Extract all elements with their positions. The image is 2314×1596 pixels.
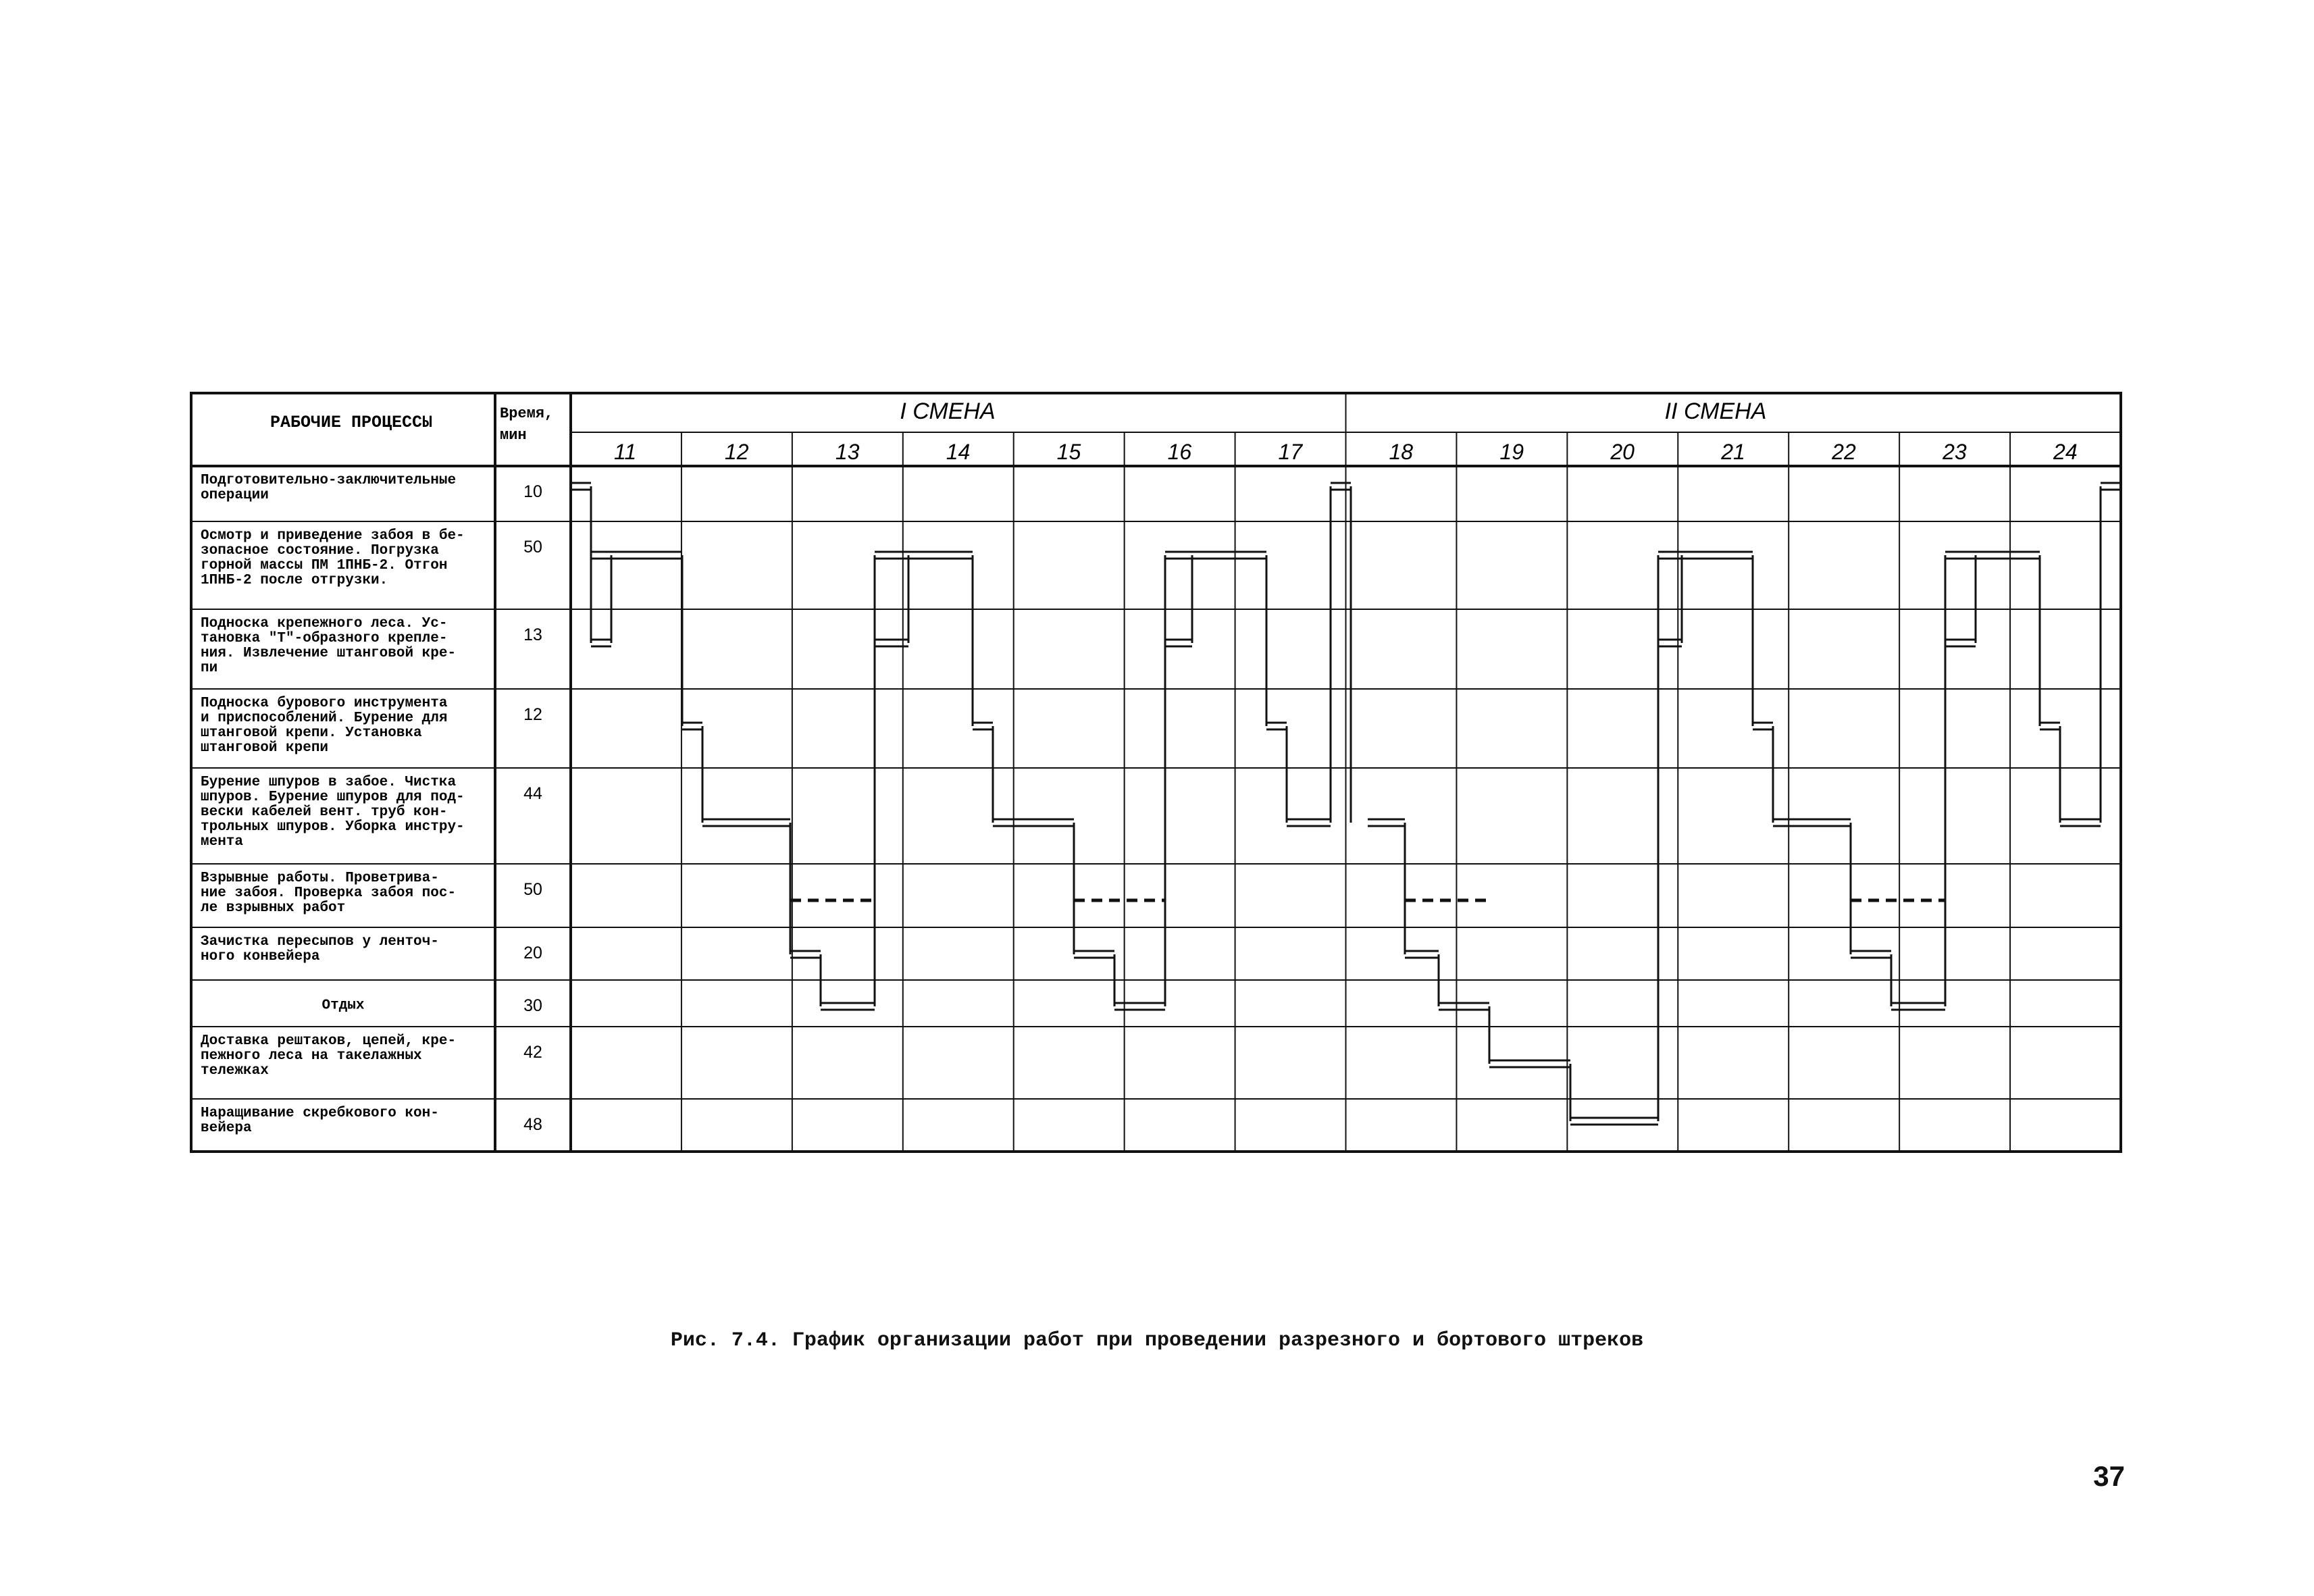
process-label: вейера: [201, 1121, 252, 1136]
hour-label: 15: [1056, 440, 1081, 464]
process-label: вески кабелей вент. труб кон-: [201, 804, 448, 820]
process-label: горной массы ПМ 1ПНБ-2. Отгон: [201, 558, 448, 573]
hour-label: 16: [1167, 440, 1192, 464]
process-labels: [201, 473, 542, 1136]
process-label: Взрывные работы. Проветрива-: [201, 871, 439, 886]
process-time: 48: [523, 1115, 542, 1134]
process-label: пи: [201, 661, 218, 676]
process-label: Подготовительно-заключительные: [201, 473, 457, 488]
page-number: 37: [2093, 1460, 2125, 1492]
process-label: 1ПНБ-2 после отгрузки.: [201, 573, 388, 588]
process-label: тележках: [201, 1063, 269, 1079]
process-label: мента: [201, 834, 244, 850]
process-column-header: РАБОЧИЕ ПРОЦЕССЫ: [269, 413, 433, 432]
hour-label: 11: [613, 440, 637, 464]
process-label: ние забоя. Проверка забоя пос-: [201, 885, 457, 901]
time-column-header-line1: Время,: [500, 405, 554, 422]
hour-label: 18: [1389, 440, 1414, 464]
process-label: Отдых: [322, 998, 365, 1014]
process-label: Подноска крепежного леса. Ус-: [201, 616, 448, 632]
hour-label: 20: [1610, 440, 1635, 464]
process-label: пежного леса на такелажных: [201, 1048, 422, 1064]
figure-caption: Рис. 7.4. График организации работ при проведении разрезного и бортового штреков: [670, 1329, 1644, 1352]
hour-label: 14: [946, 440, 971, 464]
shift-1-label: I СМЕНА: [900, 398, 996, 424]
table-frame: [191, 393, 2121, 1152]
process-label: и приспособлений. Бурение для: [201, 711, 448, 726]
process-time: 42: [523, 1043, 542, 1062]
process-label: шпуров. Бурение шпуров для под-: [201, 790, 465, 805]
hour-label: 12: [724, 440, 749, 464]
hour-label: 19: [1499, 440, 1524, 464]
process-time: 13: [523, 625, 542, 644]
process-time: 50: [523, 538, 542, 557]
process-label: Подноска бурового инструмента: [201, 696, 448, 711]
process-label: тановка "Т"-образного крепле-: [201, 631, 448, 646]
process-label: штанговой крепи. Установка: [201, 725, 422, 741]
process-label: Бурение шпуров в забое. Чистка: [201, 775, 457, 790]
process-label: операции: [201, 488, 269, 503]
hour-label: 21: [1721, 440, 1745, 464]
process-time: 30: [523, 996, 542, 1015]
process-label: ле взрывных работ: [201, 900, 346, 916]
process-label: Зачистка пересыпов у ленточ-: [201, 934, 439, 950]
process-label: Осмотр и приведение забоя в бе-: [201, 528, 465, 544]
process-time: 10: [523, 482, 542, 501]
hour-label: 22: [1832, 440, 1856, 464]
hour-label: 17: [1278, 440, 1303, 464]
process-label: Доставка рештаков, цепей, кре-: [201, 1033, 457, 1049]
process-label: зопасное состояние. Погрузка: [201, 543, 439, 559]
process-time: 44: [523, 784, 542, 803]
process-time: 20: [523, 944, 542, 962]
process-label: ния. Извлечение штанговой кре-: [201, 646, 457, 661]
process-label: штанговой крепи: [201, 740, 329, 756]
time-column-header-line2: мин: [500, 427, 527, 444]
hour-label: 13: [835, 440, 860, 464]
process-time: 12: [523, 705, 542, 724]
process-time: 50: [523, 880, 542, 899]
hour-label: 23: [1943, 440, 1967, 464]
schedule-grid: [191, 393, 2121, 1152]
process-label: ного конвейера: [201, 949, 320, 964]
shift-2-label: II СМЕНА: [1664, 398, 1767, 424]
process-label: трольных шпуров. Уборка инстру-: [201, 819, 465, 835]
process-label: Наращивание скребкового кон-: [201, 1106, 439, 1121]
hour-label: 24: [2053, 440, 2078, 464]
